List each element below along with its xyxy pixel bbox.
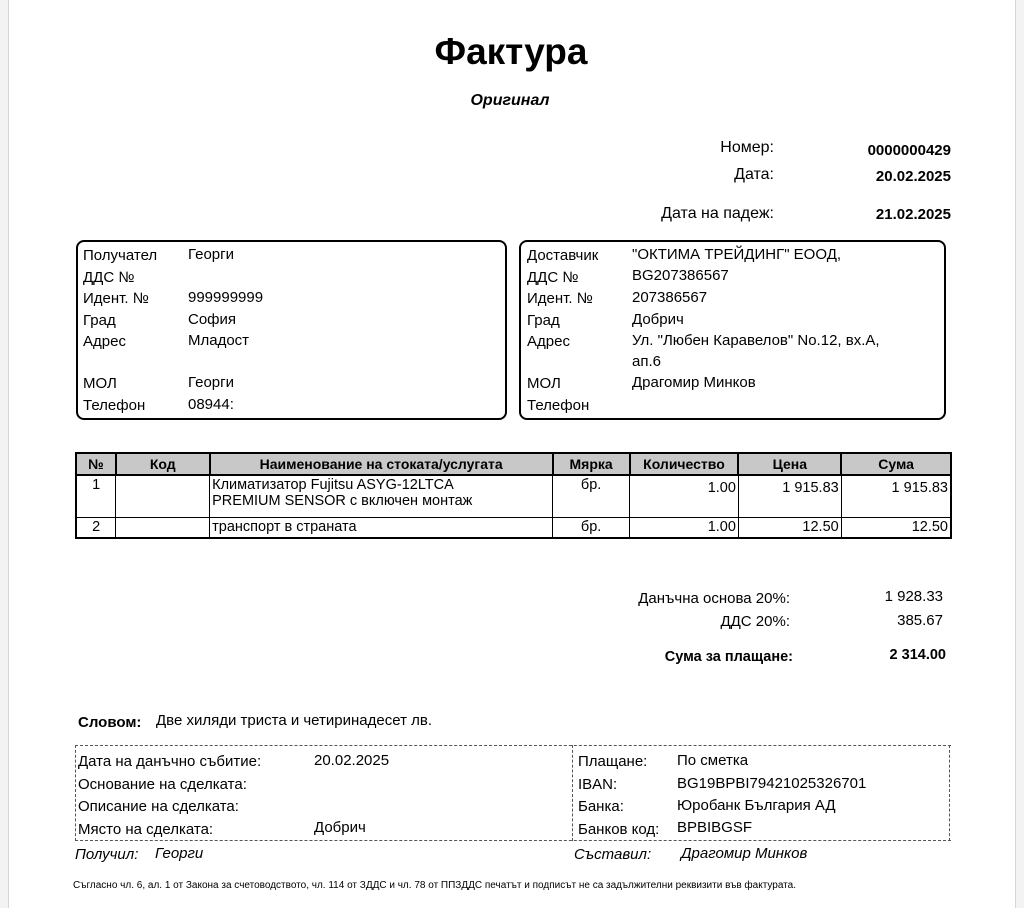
- words-text: Две хиляди триста и четиринадесет лв.: [156, 712, 432, 729]
- row-no: 2: [76, 517, 116, 538]
- supplier-city-label: Град: [527, 312, 560, 329]
- tax-base-label: Данъчна основа 20%:: [638, 590, 790, 607]
- vat-label: ДДС 20%:: [720, 613, 790, 630]
- col-header-name: Наименование на стоката/услугата: [210, 453, 553, 475]
- row-name: [210, 517, 553, 538]
- supplier-phone-label: Телефон: [527, 397, 590, 414]
- number-label: Номер:: [720, 139, 774, 156]
- recipient-id: 999999999: [188, 289, 264, 306]
- total-value: 2 314.00: [889, 647, 946, 663]
- invoice-subtitle: Оригинал: [470, 92, 550, 109]
- row-name-line1: Климатизатор Fujitsu ASYG-12LTCA: [212, 477, 454, 493]
- vat-value: 385.67: [897, 612, 943, 629]
- legal-footer-note: Съгласно чл. 6, ал. 1 от Закона за счетоводството, чл. 114 от ЗДДС и чл. 78 от ППЗДДС печатът и подписът не са задължителни реквизити във фактурата.: [73, 880, 796, 891]
- supplier-address-line2: ап.6: [632, 353, 661, 370]
- received-label: Получил:: [75, 846, 139, 863]
- row-qty: 1.00: [630, 475, 739, 517]
- iban-value: BG19BPBI79421025326701: [677, 775, 867, 792]
- bank-label: Банка:: [578, 798, 624, 815]
- recipient-vat-label: ДДС №: [83, 269, 135, 286]
- tax-event-date: 20.02.2025: [314, 752, 390, 769]
- row-sum: 12.50: [841, 517, 951, 538]
- supplier-id-label: Идент. №: [527, 290, 593, 307]
- items-table: [75, 452, 952, 539]
- bank-value: Юробанк България АД: [677, 797, 836, 814]
- supplier-id: 207386567: [632, 289, 708, 306]
- recipient-phone: 08944:: [188, 396, 234, 413]
- supplier-address-label: Адрес: [527, 333, 570, 350]
- row-name-line1: транспорт в страната: [212, 518, 357, 535]
- recipient-address-label: Адрес: [83, 333, 126, 350]
- details-divider-mid: [572, 745, 573, 841]
- description-label: Описание на сделката:: [78, 798, 239, 815]
- row-price: 1 915.83: [738, 475, 841, 517]
- invoice-title: Фактура: [434, 31, 588, 72]
- row-name: [210, 475, 553, 517]
- row-unit: бр.: [553, 517, 630, 538]
- recipient-city-label: Град: [83, 312, 116, 329]
- tax-base-value: 1 928.33: [884, 588, 943, 605]
- payment-value: По сметка: [677, 752, 749, 769]
- basis-label: Основание на сделката:: [78, 776, 247, 793]
- supplier-mol: Драгомир Минков: [632, 374, 756, 391]
- row-code: [116, 517, 210, 538]
- payment-label: Плащане:: [578, 753, 648, 770]
- supplier-address-line1: Ул. "Любен Каравелов" No.12, вх.А,: [632, 332, 880, 349]
- details-divider-right: [949, 745, 950, 841]
- details-divider-left: [75, 745, 76, 841]
- received-by: Георги: [155, 845, 204, 862]
- table-header-row: [76, 453, 951, 475]
- recipient-phone-label: Телефон: [83, 397, 146, 414]
- table-row: [76, 475, 951, 517]
- total-label: Сума за плащане:: [664, 649, 793, 665]
- bank-code-value: BPBIBGSF: [677, 819, 753, 836]
- row-no: 1: [76, 475, 116, 517]
- due-date: 21.02.2025: [875, 206, 951, 223]
- recipient-box: [76, 240, 507, 420]
- recipient-name: Георги: [188, 246, 234, 263]
- row-sum: 1 915.83: [841, 475, 951, 517]
- compiled-by: Драгомир Минков: [681, 845, 808, 862]
- place-value: Добрич: [314, 819, 366, 836]
- row-name-line2: PREMIUM SENSOR с включен монтаж: [212, 493, 473, 509]
- recipient-mol-label: МОЛ: [83, 375, 117, 392]
- supplier-name: "ОКТИМА ТРЕЙДИНГ" ЕООД,: [632, 246, 842, 263]
- table-row: [76, 517, 951, 538]
- col-header-qty: Количество: [630, 453, 739, 475]
- place-label: Място на сделката:: [78, 821, 214, 838]
- recipient-name-label: Получател: [83, 247, 158, 264]
- row-code: [116, 475, 210, 517]
- col-header-sum: Сума: [841, 453, 951, 475]
- recipient-address: Младост: [188, 332, 250, 349]
- col-header-no: №: [76, 453, 116, 475]
- due-date-label: Дата на падеж:: [661, 205, 774, 222]
- row-price: 12.50: [738, 517, 841, 538]
- supplier-vat-label: ДДС №: [527, 269, 579, 286]
- recipient-mol: Георги: [188, 374, 234, 391]
- supplier-name-label: Доставчик: [527, 247, 599, 264]
- bank-code-label: Банков код:: [578, 821, 660, 838]
- recipient-city: София: [188, 311, 237, 328]
- tax-event-label: Дата на данъчно събитие:: [78, 753, 262, 770]
- col-header-unit: Мярка: [553, 453, 630, 475]
- iban-label: IBAN:: [578, 776, 618, 793]
- row-unit: бр.: [553, 475, 630, 517]
- col-header-code: Код: [116, 453, 210, 475]
- supplier-city: Добрич: [632, 311, 684, 328]
- invoice-date: 20.02.2025: [875, 168, 951, 185]
- date-label: Дата:: [734, 166, 774, 183]
- words-label: Словом:: [78, 714, 142, 731]
- compiled-label: Съставил:: [574, 846, 652, 863]
- supplier-mol-label: МОЛ: [527, 375, 561, 392]
- recipient-id-label: Идент. №: [83, 290, 149, 307]
- supplier-vat: BG207386567: [632, 267, 729, 284]
- invoice-number: 0000000429: [867, 142, 951, 159]
- row-qty: 1.00: [630, 517, 739, 538]
- supplier-box: [519, 240, 946, 420]
- col-header-price: Цена: [738, 453, 841, 475]
